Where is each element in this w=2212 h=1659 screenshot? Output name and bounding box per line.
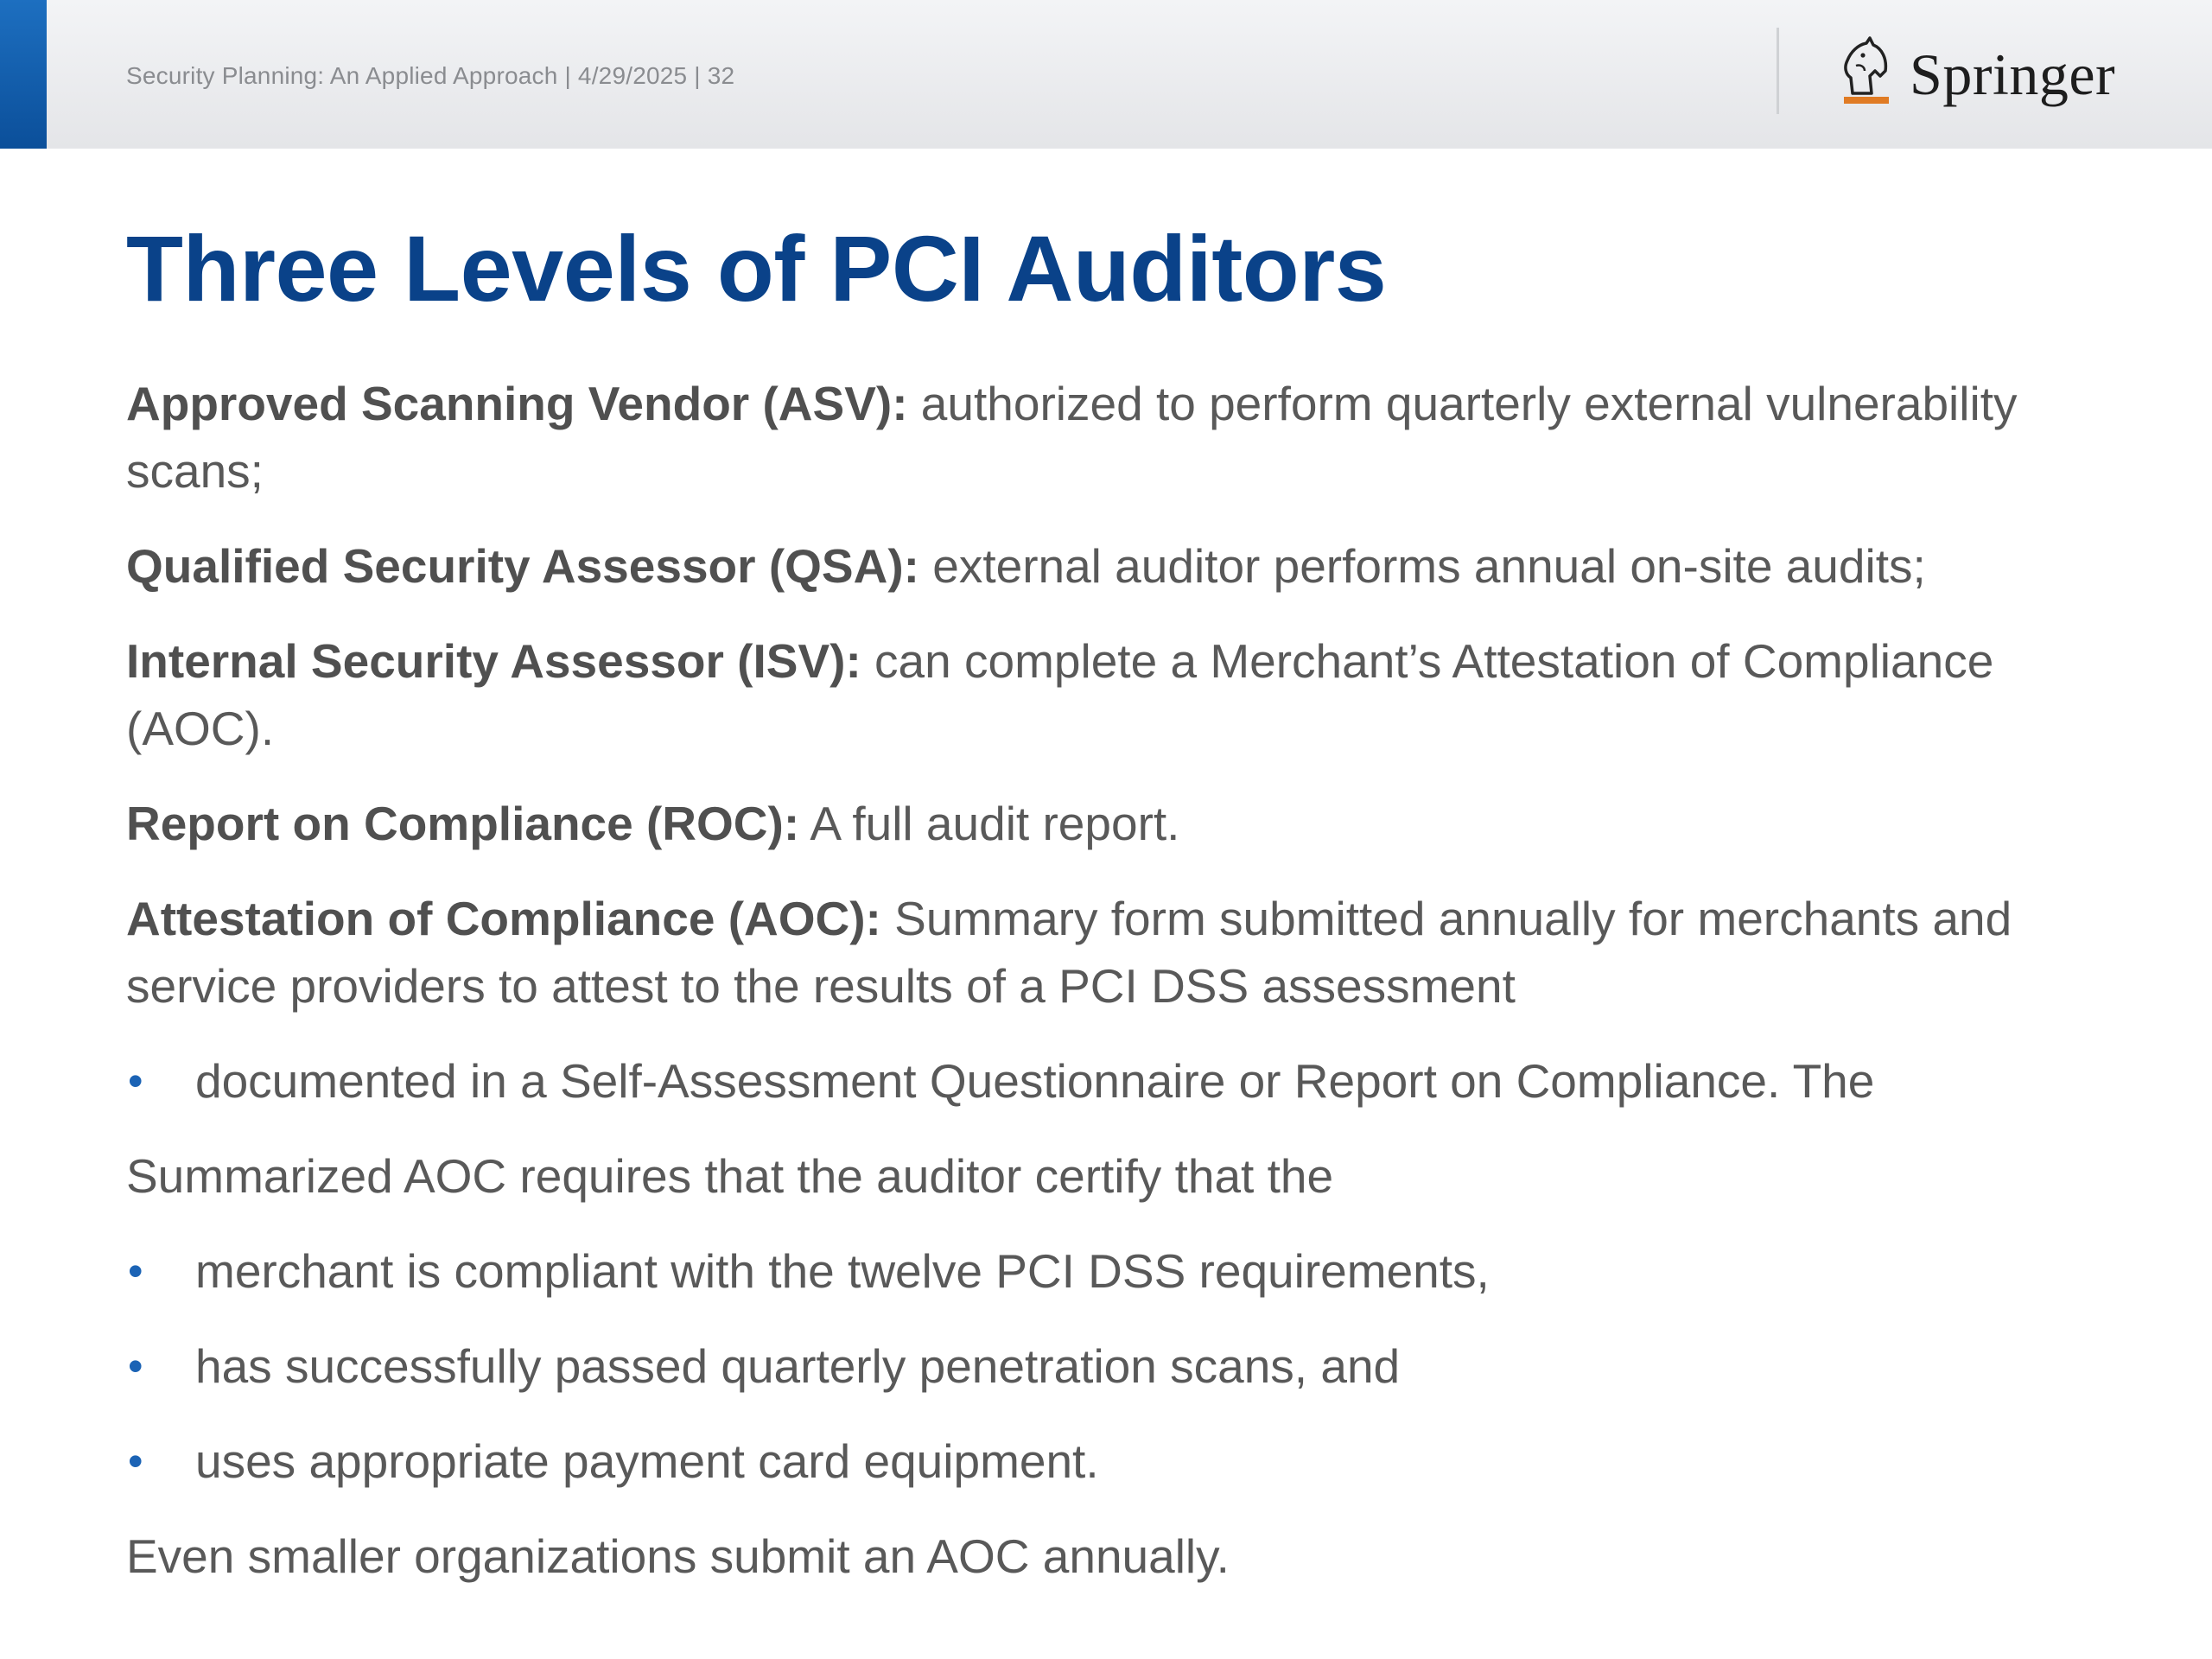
header-meta: Security Planning: An Applied Approach | 4/29/2025 | 32	[126, 62, 735, 89]
term-description: authorized to perform quarterly external vulnerability scans;	[126, 377, 2018, 498]
bullet-item	[126, 1332, 2105, 1400]
bullet-text: uses appropriate payment card equipment.	[195, 1434, 1099, 1488]
term-description: external auditor performs annual on-site audits;	[918, 539, 1926, 593]
bullet-item	[126, 1427, 2105, 1495]
bullet-icon: •	[128, 1247, 143, 1295]
term-label: Approved Scanning Vendor (ASV):	[126, 377, 908, 430]
definition-asv	[126, 370, 2105, 505]
term-label: Attestation of Compliance (AOC):	[126, 892, 881, 945]
bullet-text: has successfully passed quarterly penetration scans, and	[195, 1339, 1401, 1393]
definition-roc	[126, 790, 2105, 857]
term-description: can complete a Merchant’s Attestation of Compliance (AOC).	[126, 634, 1994, 755]
slide-body	[126, 370, 2105, 1618]
accent-bar	[0, 0, 47, 149]
bullet-icon: •	[128, 1057, 143, 1105]
springer-logo	[1835, 31, 2115, 118]
slide-title: Three Levels of PCI Auditors	[126, 216, 1387, 321]
term-description: A full audit report.	[799, 797, 1180, 850]
term-label: Report on Compliance (ROC):	[126, 797, 800, 850]
term-label: Qualified Security Assessor (QSA):	[126, 539, 919, 593]
bullet-text: documented in a Self-Assessment Questionnaire or Report on Compliance. The	[195, 1054, 1875, 1108]
bullet-text: merchant is compliant with the twelve PCI DSS requirements,	[195, 1244, 1490, 1298]
chess-knight-icon	[1835, 36, 1897, 112]
definition-isv	[126, 627, 2105, 762]
summary-line: Summarized AOC requires that the auditor certify that the	[126, 1149, 1334, 1203]
bullet-icon: •	[128, 1342, 143, 1390]
definition-aoc	[126, 885, 2105, 1020]
closing-line: Even smaller organizations submit an AOC annually.	[126, 1529, 1230, 1583]
term-description: Summary form submitted annually for merchants and service providers to attest to the results of a PCI DSS assessment	[126, 892, 2012, 1013]
logo-text: Springer	[1910, 41, 2116, 107]
term-label: Internal Security Assessor (ISV):	[126, 634, 861, 688]
definition-qsa	[126, 532, 2105, 600]
bullet-icon: •	[128, 1437, 143, 1485]
bullet-item	[126, 1237, 2105, 1305]
bullet-item	[126, 1047, 2105, 1115]
header-divider	[1777, 28, 1779, 114]
